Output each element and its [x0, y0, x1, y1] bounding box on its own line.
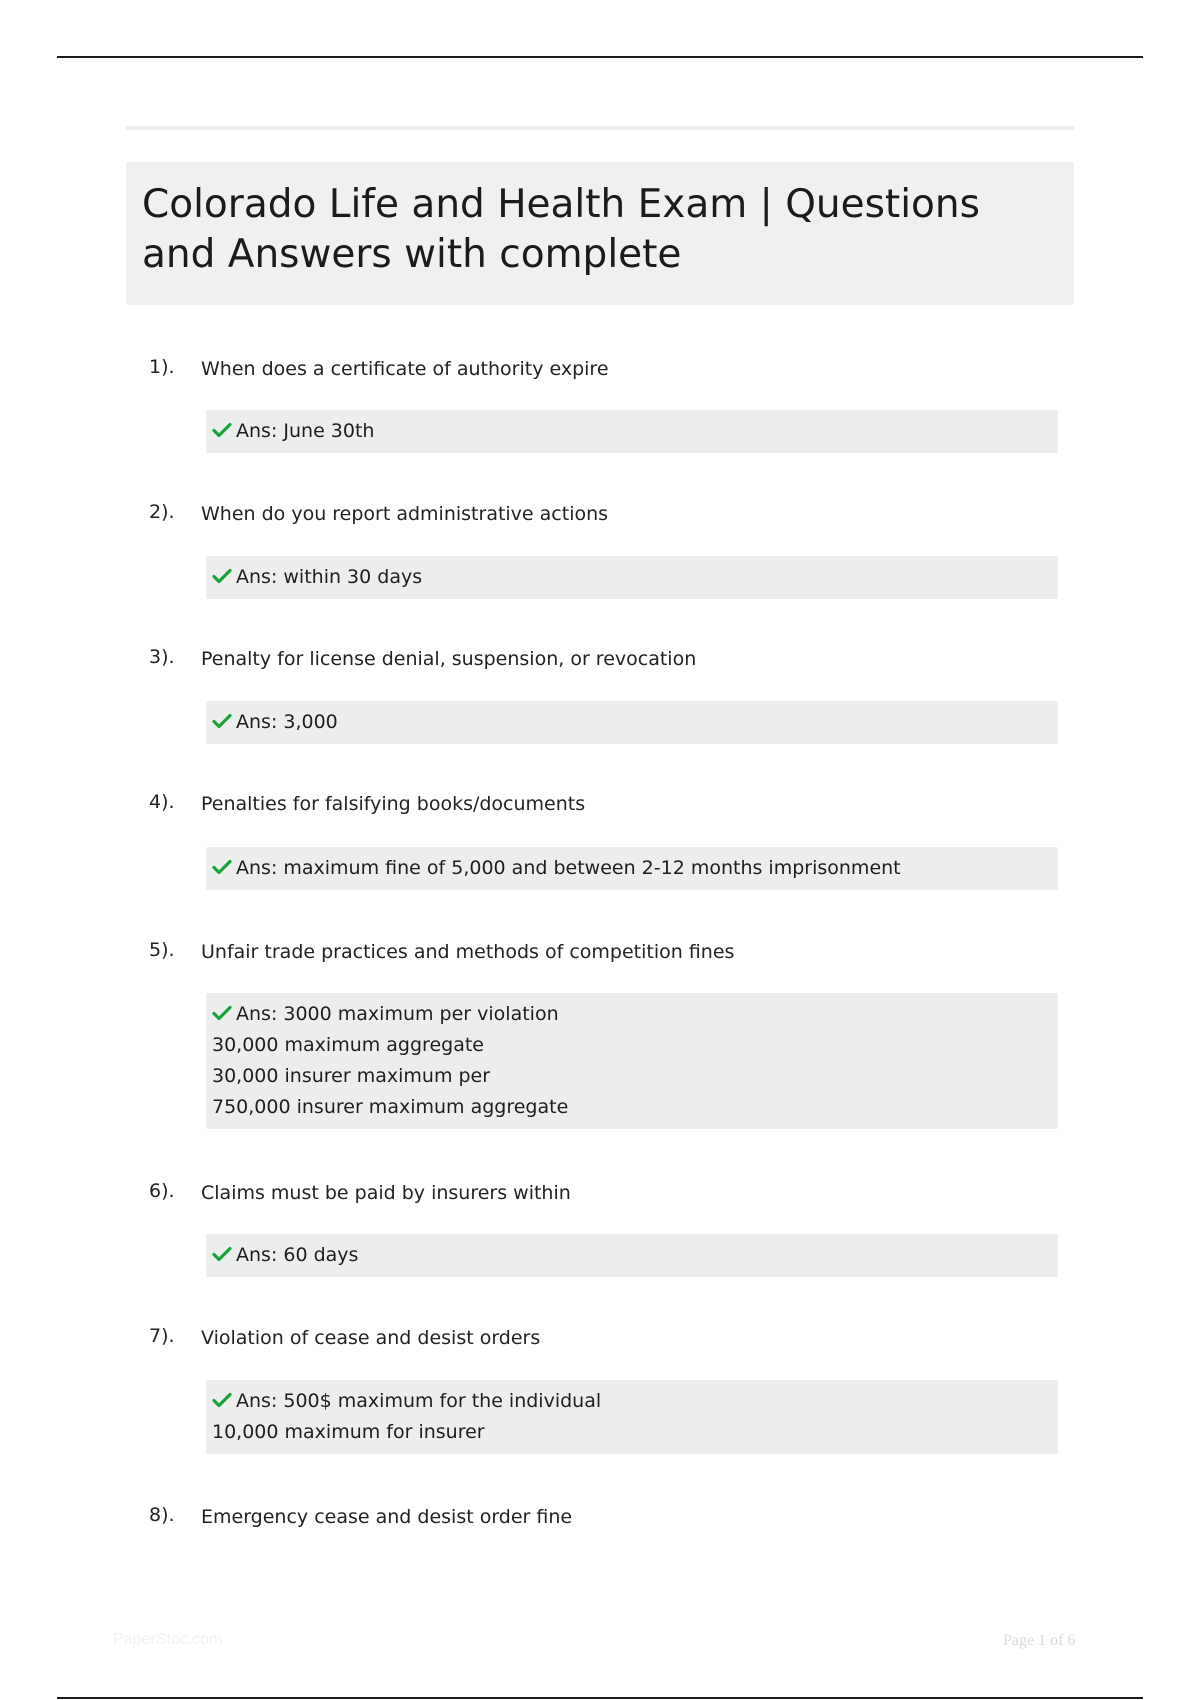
question-number: 7).: [149, 1325, 175, 1347]
answer-box: [206, 556, 1058, 599]
check-icon: [212, 1392, 232, 1408]
answer-line: 750,000 insurer maximum aggregate: [212, 1096, 569, 1118]
answer-line: 30,000 maximum aggregate: [212, 1034, 484, 1056]
answer-line: Ans: 60 days: [212, 1240, 1052, 1271]
question-text: Claims must be paid by insurers within: [201, 1182, 571, 1204]
question-text: Penalty for license denial, suspension, or revocation: [201, 648, 697, 670]
question-text: Emergency cease and desist order fine: [201, 1506, 573, 1528]
answer-box: [206, 1380, 1058, 1454]
answer-box: [206, 847, 1058, 890]
answer-line: Ans: maximum fine of 5,000 and between 2-12 months imprisonment: [212, 853, 1052, 884]
question-text: Violation of cease and desist orders: [201, 1327, 541, 1349]
answer-line: 30,000 insurer maximum per: [212, 1065, 491, 1087]
answer-line: Ans: 3000 maximum per violation: [212, 999, 1052, 1030]
answer-line: Ans: June 30th: [212, 416, 1052, 447]
answer-line: Ans: within 30 days: [212, 562, 1052, 593]
question-number: 8).: [149, 1504, 175, 1526]
question-number: 1).: [149, 356, 175, 378]
answer-box: [206, 993, 1058, 1129]
question-number: 4).: [149, 791, 175, 813]
check-icon: [212, 568, 232, 584]
check-icon: [212, 1246, 232, 1262]
question-text: When does a certificate of authority expire: [201, 358, 609, 380]
check-icon: [212, 859, 232, 875]
page-number: Page 1 of 6: [1003, 1632, 1076, 1649]
document-title: Colorado Life and Health Exam | Questions and Answers with complete: [142, 182, 980, 277]
header-divider: [126, 126, 1074, 130]
answer-box: [206, 410, 1058, 453]
answer-line: Ans: 500$ maximum for the individual: [212, 1386, 1052, 1417]
top-rule: [57, 56, 1143, 58]
answer-line: Ans: 3,000: [212, 707, 1052, 738]
title-box: [126, 162, 1074, 305]
check-icon: [212, 1005, 232, 1021]
question-number: 6).: [149, 1180, 175, 1202]
question-text: Unfair trade practices and methods of competition fines: [201, 941, 735, 963]
check-icon: [212, 713, 232, 729]
question-number: 3).: [149, 646, 175, 668]
answer-box: [206, 1234, 1058, 1277]
question-text: When do you report administrative actions: [201, 503, 609, 525]
question-number: 5).: [149, 939, 175, 961]
question-text: Penalties for falsifying books/documents: [201, 793, 586, 815]
watermark-text: PaperStoc.com: [113, 1631, 223, 1648]
check-icon: [212, 422, 232, 438]
answer-box: [206, 701, 1058, 744]
answer-line: 10,000 maximum for insurer: [212, 1421, 485, 1443]
question-number: 2).: [149, 501, 175, 523]
bottom-rule: [57, 1697, 1143, 1699]
